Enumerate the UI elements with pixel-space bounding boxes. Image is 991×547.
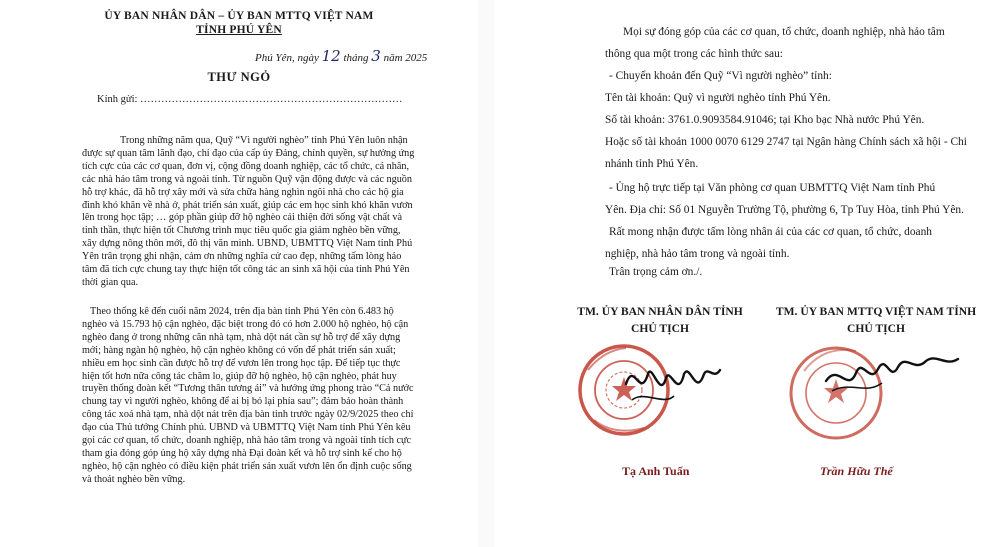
text-line: hỗ trợ khác, đã hỗ trợ xây mới và sửa chữa hàng nghìn ngôi nhà cho các hộ gia [82,186,404,198]
text-line: các nhà hảo tâm trong và ngoài tỉnh. Từ nguồn Quỹ vận động được và các nguồn [82,173,412,185]
text-line: Hoặc số tài khoản 1000 0070 6129 2747 tại Ngân hàng Chính sách xã hội - Chi [605,136,967,148]
text-line: chung tay vì người nghèo, không để ai bị bỏ lại phía sau”; đảm bảo hoàn thành [82,396,404,408]
text-line: và thoát nghèo bền vững. [82,473,186,485]
text-line: Trong những năm qua, Quỹ “Vì người nghèo” tỉnh Phú Yên luôn nhận [120,135,408,146]
paragraph-intro [82,135,468,290]
text-line: Theo thống kê đến cuối năm 2024, trên địa bàn tỉnh Phú Yên còn 6.483 hộ [90,306,394,317]
text-line: - Ủng hộ trực tiếp tại Văn phòng cơ quan UBMTTQ Việt Nam tỉnh Phú [609,182,936,194]
seal-stamp-mttq [786,333,961,453]
text-line: hiện tốt hơn nữa công tác chăm lo, giúp đỡ hộ nghèo, hộ cận nghèo, phát huy [82,370,397,382]
signer-name-left: Tạ Anh Tuấn [622,464,690,478]
date-month: 3 [371,47,381,65]
text-line: thời gian qua. [82,276,139,288]
date-prefix: Phú Yên, ngày [255,52,319,64]
text-line: gọi các cơ quan, tổ chức, doanh nghiệp, nhà hảo tâm trong và ngoài tỉnh tích cực [82,435,412,447]
text-line: nghèo đang ở trong những căn nhà tạm, nhà dột nát cần sự hỗ trợ để xây dựng [82,331,401,343]
date-month-label: tháng [343,52,369,64]
signature-block-right-title: CHỦ TỊCH [846,322,906,335]
signature-block-right-org: TM. ỦY BAN MTTQ VIỆT NAM TỈNH [775,305,977,318]
date-day: 12 [321,47,341,65]
text-line: Số tài khoản: 3761.0.9093584.91046; tại Kho bạc Nhà nước Phú Yên. [605,114,925,126]
text-line: Rất mong nhận được tấm lòng nhân ái của các cơ quan, tổ chức, doanh [609,226,932,238]
text-line: nghèo và 15.793 hộ cận nghèo, đặc biệt trong đó có hơn 2.000 hộ nghèo, hộ cận [82,318,409,330]
text-line: nghiệp, nhà hảo tâm trong và ngoài tỉnh. [605,248,790,260]
text-line: nhánh tỉnh Phú Yên. [605,158,699,170]
text-line: đình khó khăn về nhà ở, phát triển sản xuất, giúp các em học sinh khó khăn vươn [82,199,413,211]
text-line: Yên. Địa chỉ: Số 01 Nguyễn Trường Tộ, phường 6, Tp Tuy Hòa, tỉnh Phú Yên. [605,204,964,216]
text-line: Mọi sự đóng góp của các cơ quan, tổ chức, doanh nghiệp, nhà hảo tâm [623,26,945,38]
text-line: Yên trân trọng ghi nhận, cảm ơn những nghĩa cử cao đẹp, những tấm lòng hảo [82,251,402,263]
text-line: mới; hàng ngàn hộ nghèo, hộ cận nghèo không có vốn để phát triển sản xuất; [82,344,396,356]
paragraph-direct-donation [605,177,983,265]
text-line: được sự quan tâm lãnh đạo, chỉ đạo của cấp ủy Đảng, chính quyền, sự hưởng ứng [82,147,415,159]
text-line: nhiều em học sinh cần được hỗ trợ để vươn lên trong học tập. Để tiếp tục thực [82,357,401,369]
text-line: thông qua một trong các hình thức sau: [605,48,783,60]
text-line: truyền thống đoàn kết “Tương thân tương ái” và hưởng ứng phong trào “Cả nước [82,383,414,395]
seal-stamp-ubnd [574,340,724,450]
text-line: nghèo, hộ cận nghèo có điều kiện phát triển sản xuất vươn lên ổn định cuộc sống [82,460,412,472]
text-line: xây dựng nông thôn mới, đô thị văn minh. UBND, UBMTTQ Việt Nam tỉnh Phú [82,238,413,250]
org-header-line1: ỦY BAN NHÂN DÂN – ỦY BAN MTTQ VIỆT NAM [104,10,374,22]
text-line: tích cực của các cơ quan, đơn vị, cộng đồng doanh nghiệp, các tổ chức, cá nhân, [82,160,410,172]
text-line: - Chuyển khoản đến Quỹ “Vì người nghèo” tỉnh: [609,70,832,82]
recipient-line: Kính gửi: ………………………………………………………………… [97,94,403,105]
signature-block-left-title: CHỦ TỊCH [630,322,690,335]
org-header-line2: TỈNH PHÚ YÊN [196,24,282,36]
text-line: Tên tài khoản: Quỹ vì người nghèo tỉnh Phú Yên. [605,92,831,104]
paragraph-statistics [82,306,468,487]
closing-line: Trân trọng cảm ơn./. [609,266,703,278]
date-year: năm 2025 [383,52,428,64]
text-line: đạo của Thủ tướng Chính phủ. UBND và UBMTTQ Việt Nam tỉnh Phú Yên kêu [82,422,411,434]
text-line: tham gia đóng góp ủng hộ xây dựng nhà Đại đoàn kết và hỗ trợ sinh kế cho hộ [82,447,402,459]
signature-block-left-org: TM. ỦY BAN NHÂN DÂN TỈNH [577,305,743,318]
text-line: tâm đã tích cực chung tay thực hiện tốt công tác an sinh xã hội của tỉnh Phú Yên [82,264,410,276]
text-line: công tác xoá nhà tạm, nhà dột nát trên địa bàn tỉnh trước ngày 02/9/2025 theo chỉ [82,409,414,421]
date-line [255,47,427,65]
text-line: lên trong học tập; … góp phần giúp đỡ hộ nghèo cải thiện đời sống vật chất và [82,212,403,224]
paragraph-donation-methods [605,21,983,175]
page-gap [478,0,494,547]
text-line: tinh thần, thực hiện tốt Chương trình mục tiêu quốc gia giảm nghèo bền vững, [82,225,401,237]
signer-name-right: Trần Hữu Thế [820,464,893,478]
letter-title: THƯ NGỎ [207,70,271,84]
